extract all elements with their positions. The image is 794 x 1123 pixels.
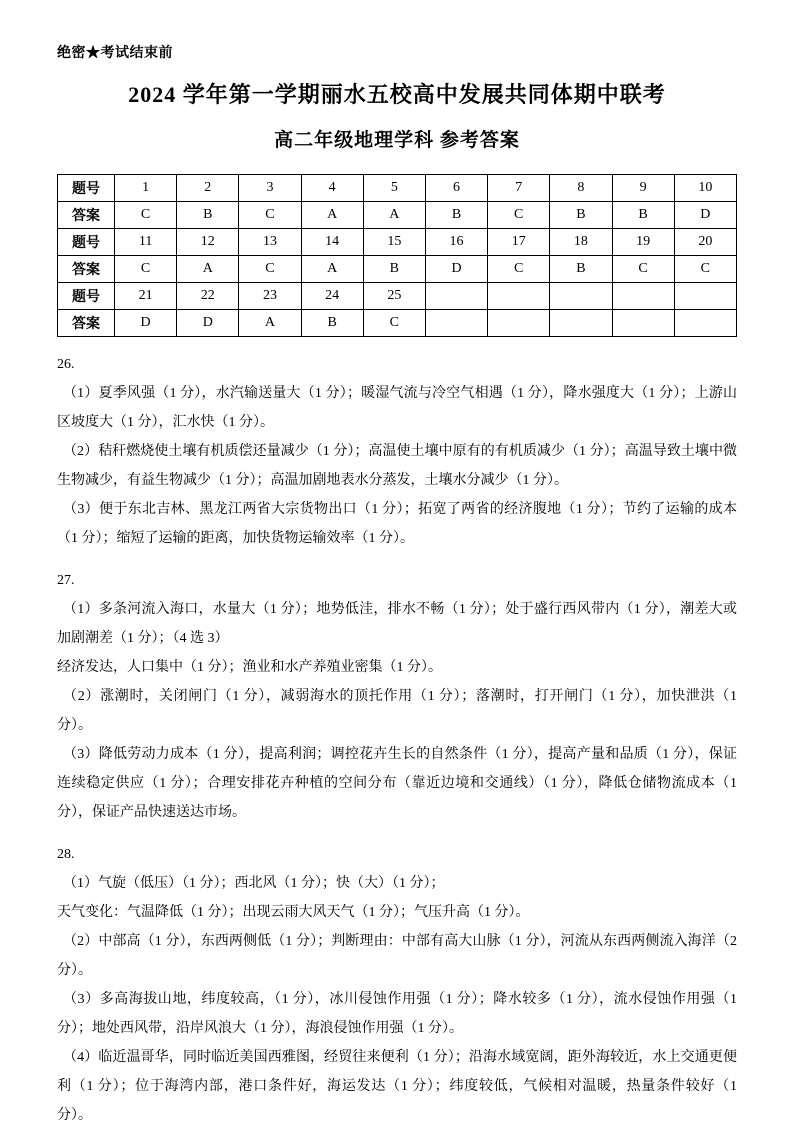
row-label: 答案 — [58, 310, 115, 337]
answer-cell: 17 — [488, 229, 550, 256]
answer-cell: 6 — [425, 175, 487, 202]
answer-paragraph: （2）中部高（1 分），东西两侧低（1 分）；判断理由：中部有高大山脉（1 分），河流从东西两侧流入海洋（2 分）。 — [57, 934, 737, 978]
answer-cell — [488, 310, 550, 337]
answer-cell: 18 — [550, 229, 612, 256]
table-row — [58, 229, 737, 256]
answer-paragraph: （3）降低劳动力成本（1 分），提高利润；调控花卉生长的自然条件（1 分），提高产量和品质（1 分），保证连续稳定供应（1 分）；合理安排花卉种植的空间分布（靠近边境和交通线）（1 分），降低仓储物流成本（1 分），保证产品快速送达市场。 — [57, 747, 737, 820]
answer-paragraph: （3）便于东北吉林、黑龙江两省大宗货物出口（1 分）；拓宽了两省的经济腹地（1 分）；节约了运输的成本（1 分）；缩短了运输的距离，加快货物运输效率（1 分）。 — [57, 502, 737, 546]
answer-cell: 4 — [301, 175, 363, 202]
answer-cell: B — [550, 256, 612, 283]
answer-cell: D — [177, 310, 239, 337]
section-number: 28. — [57, 847, 75, 862]
page-title: 2024 学年第一学期丽水五校高中发展共同体期中联考 — [128, 82, 666, 107]
answer-cell: 19 — [612, 229, 674, 256]
answer-cell: D — [674, 202, 736, 229]
answer-cell: C — [363, 310, 425, 337]
answer-cell: A — [301, 202, 363, 229]
answer-paragraph: （1）多条河流入海口，水量大（1 分）；地势低洼，排水不畅（1 分）；处于盛行西风带内（1 分），潮差大或加剧潮差（1 分）；（4 选 3） — [57, 602, 737, 646]
table-row — [58, 202, 737, 229]
section-number: 26. — [57, 357, 75, 372]
answer-cell: C — [115, 256, 177, 283]
answer-section — [57, 840, 737, 1123]
page-subtitle: 高二年级地理学科 参考答案 — [274, 130, 520, 151]
row-label: 答案 — [58, 202, 115, 229]
answer-cell: 25 — [363, 283, 425, 310]
table-row — [58, 175, 737, 202]
answer-cell: 5 — [363, 175, 425, 202]
answer-paragraph: （1）气旋（低压）（1 分）；西北风（1 分）；快（大）（1 分）； — [63, 876, 445, 891]
table-row — [58, 256, 737, 283]
answer-cell: 15 — [363, 229, 425, 256]
answer-cell: 8 — [550, 175, 612, 202]
answer-cell: 13 — [239, 229, 301, 256]
answer-cell: 3 — [239, 175, 301, 202]
answer-cell: 14 — [301, 229, 363, 256]
answer-cell — [550, 283, 612, 310]
answer-cell: 23 — [239, 283, 301, 310]
answer-cell — [674, 283, 736, 310]
answer-cell: 2 — [177, 175, 239, 202]
answer-cell: 16 — [425, 229, 487, 256]
answer-key-table — [57, 174, 737, 337]
answer-cell — [612, 283, 674, 310]
row-label: 答案 — [58, 256, 115, 283]
answer-paragraph: 经济发达，人口集中（1 分）；渔业和水产养殖业密集（1 分）。 — [57, 660, 442, 675]
answer-cell: 20 — [674, 229, 736, 256]
answer-cell: 7 — [488, 175, 550, 202]
answer-cell — [674, 310, 736, 337]
answer-cell: D — [115, 310, 177, 337]
answer-cell: A — [239, 310, 301, 337]
answer-cell: B — [301, 310, 363, 337]
answer-cell: 11 — [115, 229, 177, 256]
answer-cell: A — [177, 256, 239, 283]
answer-cell: 9 — [612, 175, 674, 202]
answer-cell: B — [425, 202, 487, 229]
answer-cell: 22 — [177, 283, 239, 310]
answer-paragraph: （4）临近温哥华，同时临近美国西雅图，经贸往来便利（1 分）；沿海水域宽阔，距外海较近，水上交通更便利（1 分）；位于海湾内部，港口条件好，海运发达（1 分）；纬度较低，气候相对温暖，热量条件较好（1 分）。 — [57, 1050, 737, 1123]
section-number: 27. — [57, 573, 75, 588]
answer-paragraph: （2）涨潮时，关闭闸门（1 分），减弱海水的顶托作用（1 分）；落潮时，打开闸门（1 分），加快泄洪（1 分）。 — [57, 689, 737, 733]
answer-cell: A — [363, 202, 425, 229]
answer-cell: B — [612, 202, 674, 229]
answer-paragraph: （1）夏季风强（1 分），水汽输送量大（1 分）；暖湿气流与冷空气相遇（1 分），降水强度大（1 分）；上游山区坡度大（1 分），汇水快（1 分）。 — [57, 386, 737, 430]
answer-paragraph: 天气变化：气温降低（1 分）；出现云雨大风天气（1 分）；气压升高（1 分）。 — [57, 905, 530, 920]
table-row — [58, 310, 737, 337]
answer-cell: C — [239, 202, 301, 229]
answer-cell: 1 — [115, 175, 177, 202]
answer-cell: B — [363, 256, 425, 283]
row-label: 题号 — [58, 229, 115, 256]
answer-cell — [612, 310, 674, 337]
answer-section — [57, 350, 737, 553]
row-label: 题号 — [58, 283, 115, 310]
answer-cell: A — [301, 256, 363, 283]
row-label: 题号 — [58, 175, 115, 202]
answer-cell: B — [177, 202, 239, 229]
answer-cell: 12 — [177, 229, 239, 256]
answer-cell: C — [612, 256, 674, 283]
answer-cell: 21 — [115, 283, 177, 310]
answer-paragraph: （2）秸秆燃烧使土壤有机质偿还量减少（1 分）；高温使土壤中原有的有机质减少（1 分）；高温导致土壤中微生物减少，有益生物减少（1 分）；高温加剧地表水分蒸发，土壤水分减少（1 分）。 — [57, 444, 737, 488]
answer-cell — [425, 283, 487, 310]
answer-cell: 24 — [301, 283, 363, 310]
answer-cell: 10 — [674, 175, 736, 202]
answer-section — [57, 566, 737, 827]
table-row — [58, 283, 737, 310]
answer-cell — [550, 310, 612, 337]
secret-label: 绝密★考试结束前 — [57, 46, 173, 61]
answer-cell: C — [239, 256, 301, 283]
answer-cell: C — [488, 256, 550, 283]
answer-cell: C — [674, 256, 736, 283]
answer-cell: D — [425, 256, 487, 283]
answer-cell: C — [115, 202, 177, 229]
answer-cell — [488, 283, 550, 310]
answer-cell: C — [488, 202, 550, 229]
answer-key-table-body — [58, 175, 737, 337]
answer-sections — [57, 350, 737, 1123]
answer-paragraph: （3）多高海拔山地，纬度较高，（1 分），冰川侵蚀作用强（1 分）；降水较多（1 分），流水侵蚀作用强（1 分）；地处西风带，沿岸风浪大（1 分），海浪侵蚀作用强（1 分）。 — [57, 992, 737, 1036]
answer-cell — [425, 310, 487, 337]
answer-cell: B — [550, 202, 612, 229]
